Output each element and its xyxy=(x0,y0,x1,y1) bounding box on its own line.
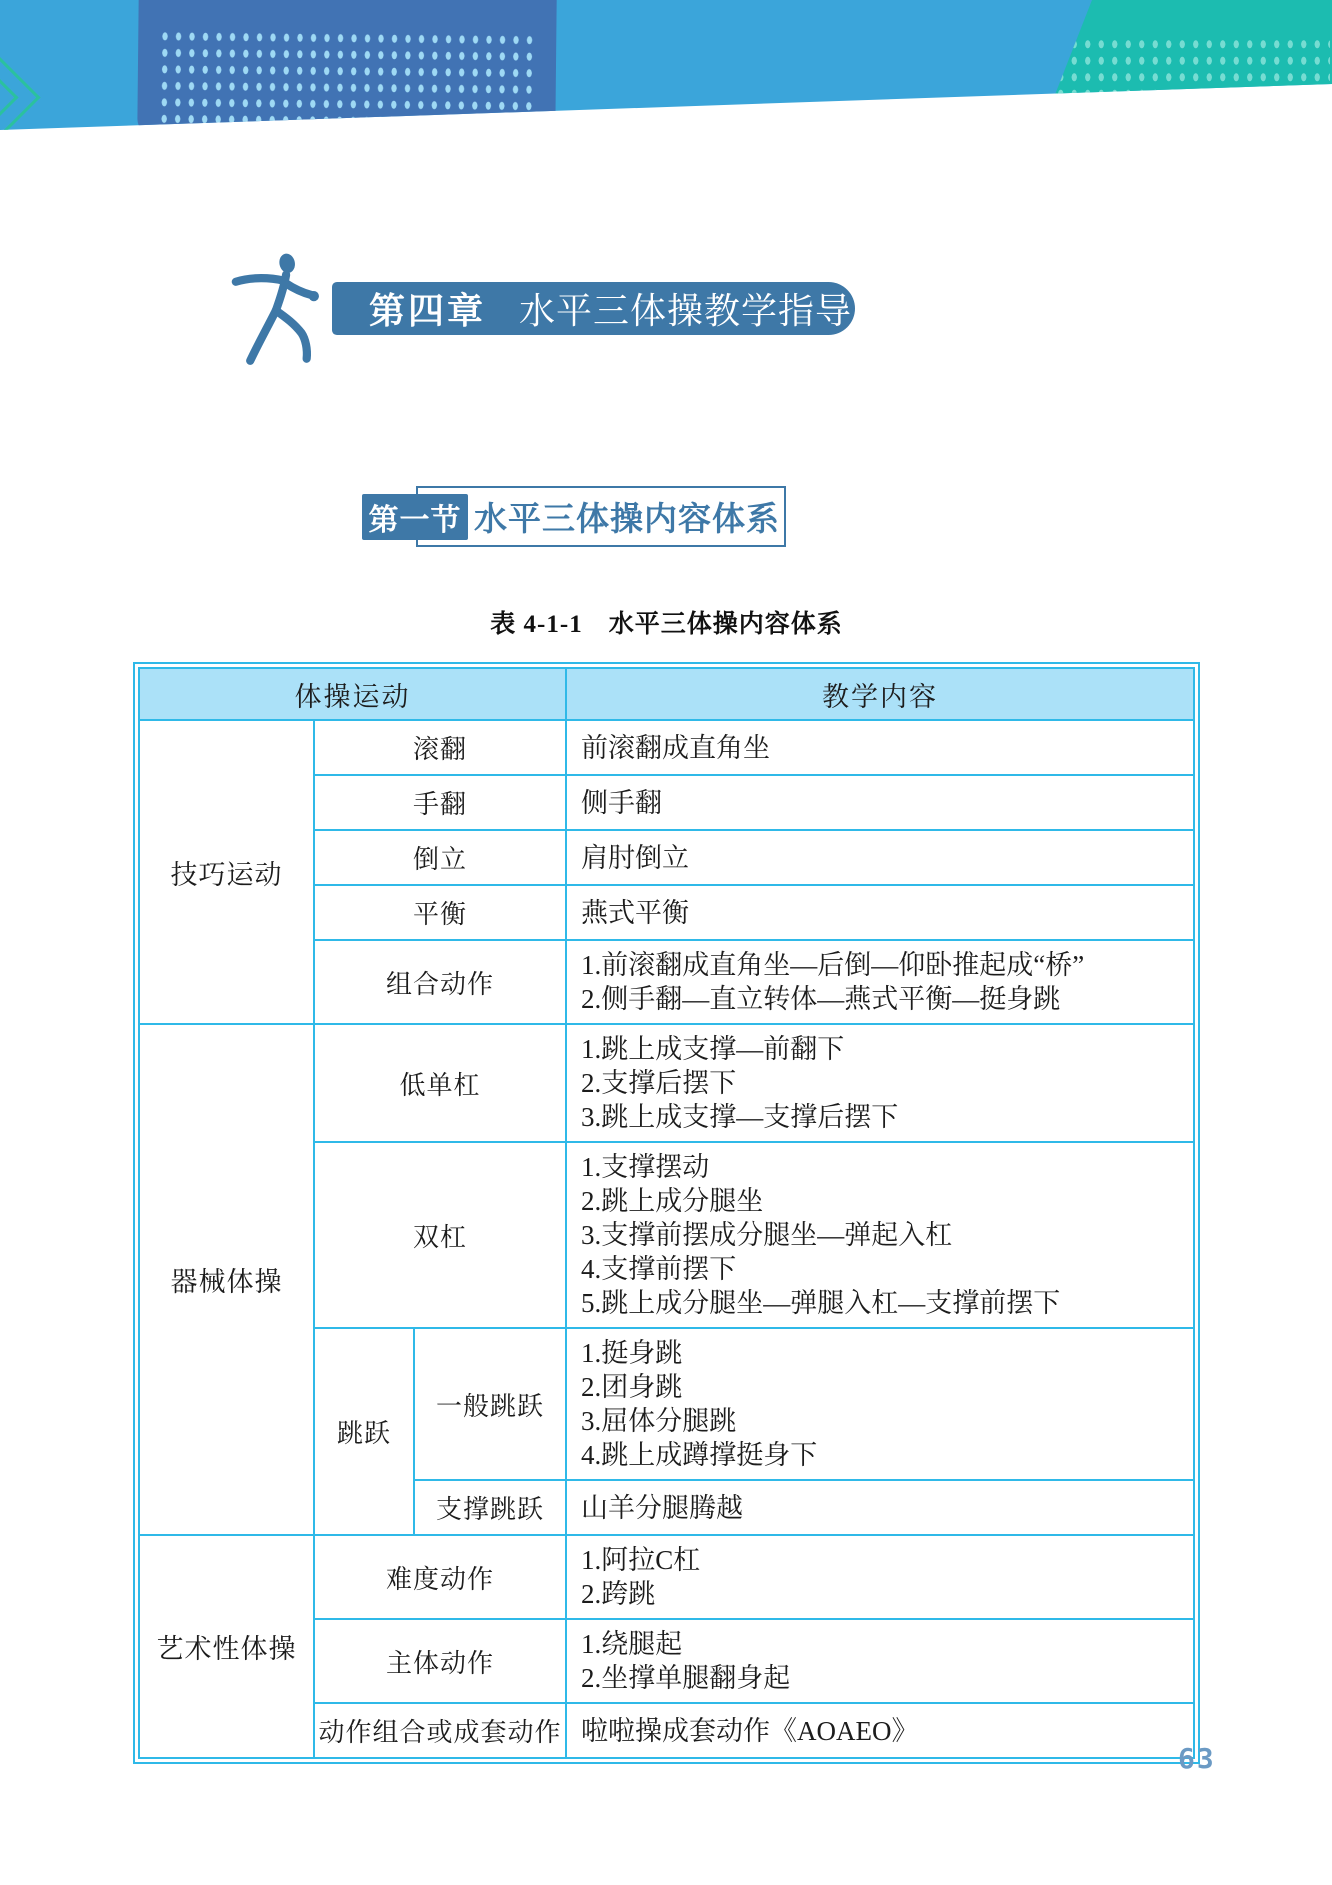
header-gym-column: 体操运动 xyxy=(139,668,566,720)
content-line: 3.跳上成支撑—支撑后摆下 xyxy=(581,1102,899,1132)
content-cell xyxy=(566,830,1194,885)
table-caption: 表 4-1-1 水平三体操内容体系 xyxy=(490,611,843,638)
dotted-blue-panel xyxy=(137,0,556,139)
content-line: 啦啦操成套动作《AOAEO》 xyxy=(581,1715,919,1746)
table-row xyxy=(139,1535,1194,1619)
dots-pattern xyxy=(1054,36,1330,121)
content-cell xyxy=(566,720,1194,775)
table-row xyxy=(139,1024,1194,1142)
section-banner xyxy=(416,486,786,547)
content-cell xyxy=(566,940,1194,1024)
content-line: 燕式平衡 xyxy=(581,897,689,928)
group-cell: 器械体操 xyxy=(139,1024,314,1535)
group-cell: 艺术性体操 xyxy=(139,1535,314,1758)
label-cell: 倒立 xyxy=(314,830,566,885)
label-cell: 滚翻 xyxy=(314,720,566,775)
content-line: 2.团身跳 xyxy=(581,1372,683,1402)
label-cell: 主体动作 xyxy=(314,1619,566,1703)
dots-pattern xyxy=(157,28,538,133)
chapter-title: 水平三体操教学指导 xyxy=(519,290,853,331)
section-label: 第一节 xyxy=(362,494,468,540)
content-line: 4.跳上成蹲撑挺身下 xyxy=(581,1440,818,1470)
content-cell xyxy=(566,885,1194,940)
chapter-label: 第四章 xyxy=(369,290,487,331)
label-cell: 双杠 xyxy=(314,1142,566,1328)
group-cell: 技巧运动 xyxy=(139,720,314,1024)
table-header-row xyxy=(139,668,1194,720)
content-line: 2.侧手翻—直立转体—燕式平衡—挺身跳 xyxy=(581,984,1061,1014)
chapter-banner xyxy=(332,282,855,335)
content-line: 3.屈体分腿跳 xyxy=(581,1406,737,1436)
content-line: 1.跳上成支撑—前翻下 xyxy=(581,1034,845,1064)
content-line: 2.支撑后摆下 xyxy=(581,1068,737,1098)
content-line: 2.跳上成分腿坐 xyxy=(581,1186,764,1216)
content-table-frame xyxy=(133,662,1200,1764)
label-cell: 手翻 xyxy=(314,775,566,830)
content-line: 1.前滚翻成直角坐—后倒—仰卧推起成“桥” xyxy=(581,950,1085,980)
sublabel-cell: 支撑跳跃 xyxy=(414,1480,566,1535)
content-line: 3.支撑前摆成分腿坐—弹起入杠 xyxy=(581,1220,953,1250)
content-cell xyxy=(566,775,1194,830)
label-cell: 低单杠 xyxy=(314,1024,566,1142)
content-cell xyxy=(566,1619,1194,1703)
label-cell: 组合动作 xyxy=(314,940,566,1024)
content-cell xyxy=(566,1328,1194,1480)
label-cell: 跳跃 xyxy=(314,1328,414,1535)
sublabel-cell: 一般跳跃 xyxy=(414,1328,566,1480)
label-cell: 难度动作 xyxy=(314,1535,566,1619)
header-teaching-column: 教学内容 xyxy=(566,668,1194,720)
content-line: 侧手翻 xyxy=(581,787,662,818)
section-title: 水平三体操内容体系 xyxy=(474,500,780,537)
content-cell xyxy=(566,1024,1194,1142)
content-line: 肩肘倒立 xyxy=(581,842,689,873)
content-line: 1.挺身跳 xyxy=(581,1338,683,1368)
page-number: 63 xyxy=(1178,1742,1216,1775)
content-line: 前滚翻成直角坐 xyxy=(581,732,770,763)
label-cell: 平衡 xyxy=(314,885,566,940)
label-cell: 动作组合或成套动作 xyxy=(314,1703,566,1758)
content-cell xyxy=(566,1535,1194,1619)
content-line: 山羊分腿腾越 xyxy=(581,1492,743,1523)
dotted-teal-panel xyxy=(1040,0,1332,133)
content-line: 2.跨跳 xyxy=(581,1579,656,1609)
content-table xyxy=(138,667,1195,1759)
content-line: 1.阿拉C杠 xyxy=(581,1545,701,1575)
table-row xyxy=(139,720,1194,775)
content-cell xyxy=(566,1480,1194,1535)
content-cell xyxy=(566,1703,1194,1758)
gymnast-figure-icon xyxy=(228,252,334,370)
content-cell xyxy=(566,1142,1194,1328)
content-line: 1.绕腿起 xyxy=(581,1629,683,1659)
content-line: 2.坐撑单腿翻身起 xyxy=(581,1663,791,1693)
content-line: 4.支撑前摆下 xyxy=(581,1254,737,1284)
content-line: 1.支撑摆动 xyxy=(581,1152,710,1182)
content-line: 5.跳上成分腿坐—弹腿入杠—支撑前摆下 xyxy=(581,1288,1061,1318)
header-decoration xyxy=(0,0,1332,133)
